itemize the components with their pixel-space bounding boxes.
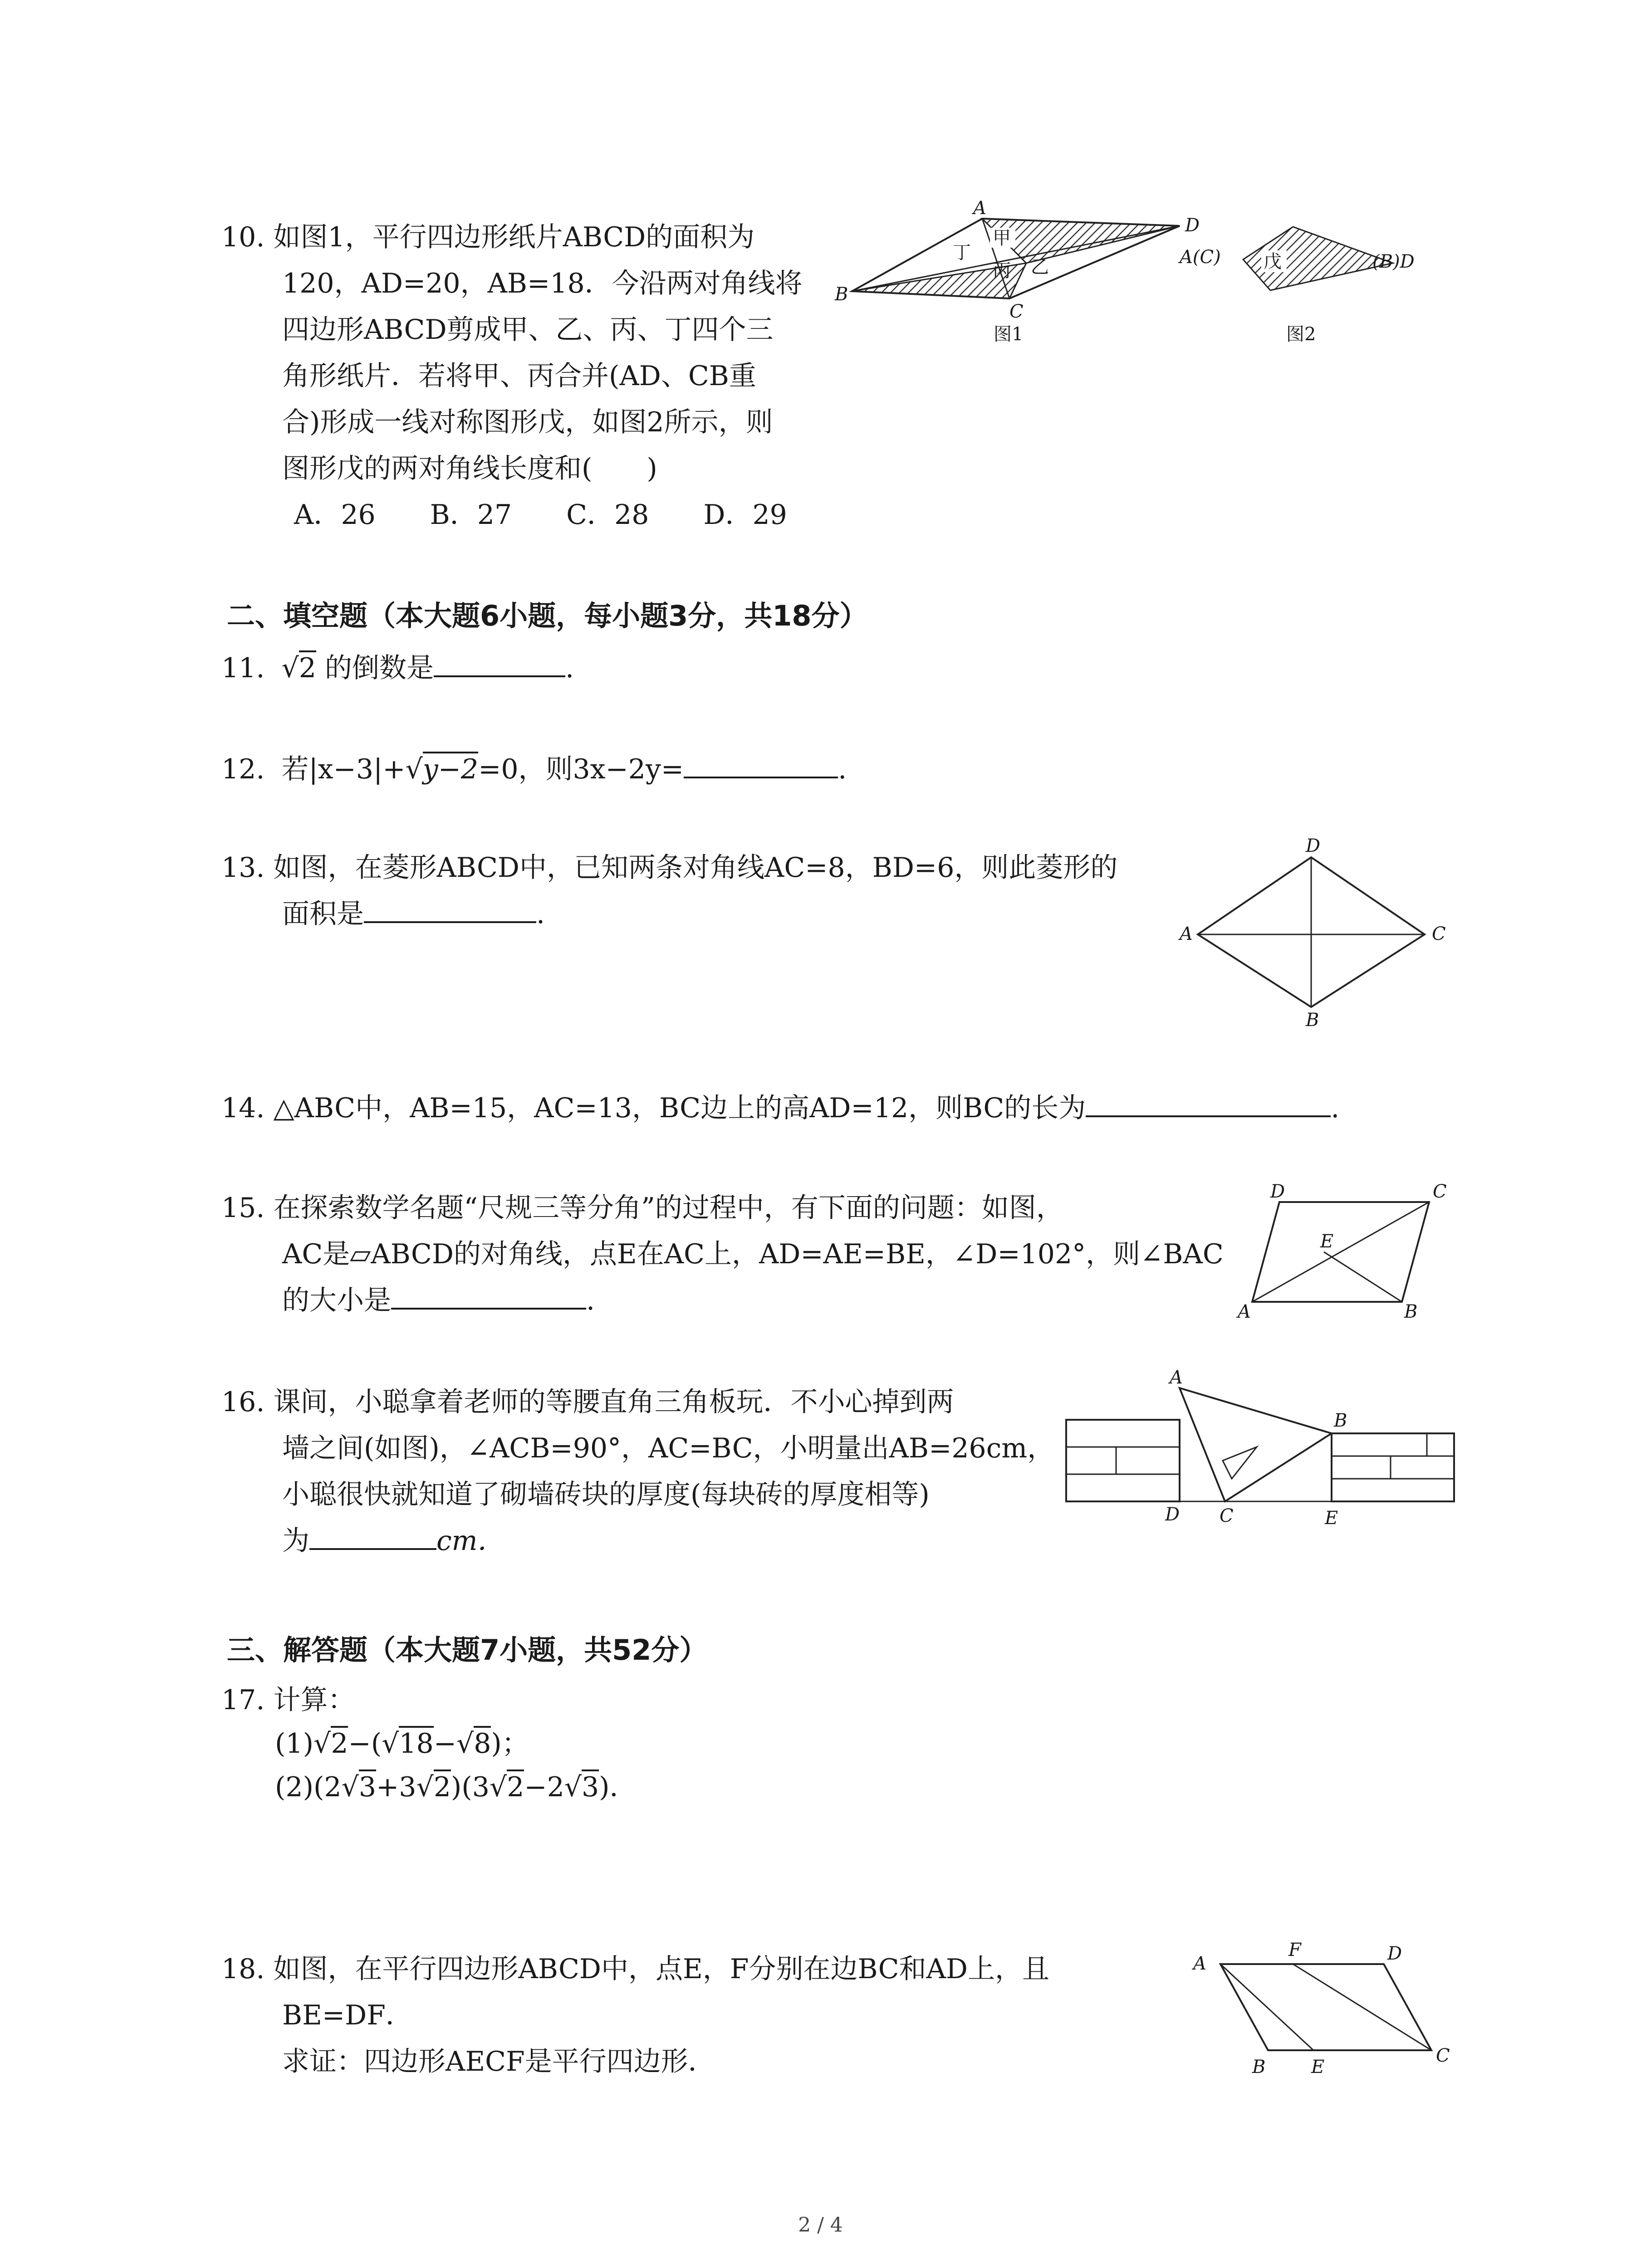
q15-line: 15. 在探索数学名题“尺规三等分角”的过程中，有下面的问题：如图， — [221, 1192, 1063, 1224]
q10-line: 120，AD=20，AB=18．今沿两对角线将 — [282, 268, 803, 299]
q15 — [221, 1185, 1224, 1324]
q17-p2-pre: (2)(2 — [275, 1771, 342, 1803]
q17-part-2 — [221, 1765, 637, 1809]
label-e: E — [1311, 2057, 1325, 2077]
q10-line: 图形戊的两对角线长度和( ) — [282, 453, 657, 484]
answer-blank[interactable] — [434, 649, 565, 677]
label-b: B — [835, 284, 848, 305]
label-b: B — [1334, 1410, 1347, 1431]
q10-line: 四边形ABCD剪成甲、乙、丙、丁四个三 — [282, 314, 774, 346]
q12 — [221, 746, 847, 792]
sqrt-symbol: √ — [456, 1728, 474, 1760]
page-number: 2 / 4 — [798, 2214, 843, 2237]
label-c: C — [1436, 2045, 1450, 2066]
q10-options: A．26 B．27 C．28 D．29 — [294, 499, 787, 531]
q12-radicand: y−2 — [423, 752, 478, 785]
q11-text: 的倒数是 — [325, 652, 434, 684]
label-bing: 丙 — [993, 260, 1011, 281]
sqrt-symbol: √ — [489, 1771, 507, 1803]
q18-line: 18. 如图，在平行四边形ABCD中，点E，F分别在边BC和AD上，且 — [221, 1953, 1050, 1985]
q14-end: . — [1331, 1092, 1340, 1124]
label-c: C — [1220, 1505, 1234, 1526]
sqrt-symbol: √ — [405, 753, 423, 785]
q16 — [221, 1379, 1054, 1564]
q13-area-label: 面积是 — [282, 898, 364, 930]
answer-blank[interactable] — [391, 1281, 586, 1310]
label-b: B — [1404, 1301, 1418, 1322]
q16-wei: 为 — [282, 1525, 309, 1557]
q10-figure-1 — [826, 195, 1200, 349]
label-a: A — [1170, 1367, 1183, 1388]
fig2-caption: 图2 — [1286, 324, 1316, 345]
sqrt-symbol: √ — [314, 1728, 331, 1760]
sqrt-symbol: √ — [341, 1771, 359, 1803]
label-a: A — [973, 198, 986, 219]
q18 — [221, 1946, 1049, 2085]
label-a: A — [1193, 1953, 1206, 1974]
label-ding: 丁 — [953, 242, 971, 263]
q17-p1-mid: −( — [348, 1728, 382, 1760]
q12-end: . — [838, 753, 847, 785]
q12-pre: 若|x−3|+ — [281, 753, 406, 785]
q15-size-label: 的大小是 — [282, 1285, 391, 1316]
q13-figure-rhombus — [1175, 836, 1456, 1031]
label-b: B — [1252, 2057, 1266, 2077]
label-wu: 戊 — [1264, 251, 1282, 272]
fig1-caption: 图1 — [994, 324, 1024, 345]
q18-line: BE=DF． — [282, 1999, 413, 2031]
q13-line-2 — [221, 891, 1117, 937]
label-d: D — [1185, 215, 1200, 236]
label-c: C — [1009, 301, 1024, 322]
q10-line: 角形纸片．若将甲、丙合并(AD、CB重 — [282, 360, 756, 392]
answer-blank[interactable] — [684, 750, 838, 778]
q16-unit: cm． — [436, 1525, 505, 1557]
q10-text — [221, 214, 803, 538]
q12-post: =0，则3x−2y= — [478, 753, 684, 785]
q13 — [221, 845, 1117, 937]
q17-p2-c: −2 — [524, 1771, 564, 1803]
label-d: D — [1270, 1181, 1285, 1202]
q17-p2-r2: 2 — [434, 1769, 451, 1803]
q17-p2-r4: 3 — [582, 1769, 599, 1803]
label-yi: 乙 — [1031, 257, 1049, 278]
q17-p1-r1: 2 — [331, 1726, 348, 1760]
answer-blank[interactable] — [309, 1522, 436, 1550]
q14 — [221, 1085, 1339, 1131]
q10-line: 合)形成一线对称图形戊，如图2所示，则 — [282, 406, 773, 438]
label-c: C — [1432, 924, 1446, 944]
q10-figure-2 — [1171, 213, 1425, 349]
sqrt-symbol: √ — [564, 1771, 582, 1803]
section-3-title: 三、解答题（本大题7小题，共52分） — [227, 1633, 708, 1667]
q17-p1-r3: 8 — [474, 1726, 491, 1760]
q16-line: 小聪很快就知道了砌墙砖块的厚度(每块砖的厚度相等) — [282, 1479, 930, 1510]
q12-number: 12. — [221, 753, 265, 785]
q16-line: 16. 课间，小聪拿着老师的等腰直角三角板玩．不小心掉到两 — [221, 1386, 954, 1418]
label-b-d: (B)D — [1372, 251, 1415, 272]
sqrt-symbol: √ — [416, 1771, 434, 1803]
q17-part-1 — [221, 1722, 637, 1765]
q17-p2-r1: 3 — [359, 1769, 376, 1803]
q14-text: 14. △ABC中，AB=15，AC=13，BC边上的高AD=12，则BC的长为 — [221, 1092, 1086, 1124]
q16-figure-walls — [1062, 1367, 1461, 1533]
q11-number: 11. — [221, 652, 265, 684]
sqrt-symbol: √ — [281, 652, 299, 684]
q16-line: 墙之间(如图)，∠ACB=90°，AC=BC，小明量出AB=26cm， — [282, 1432, 1055, 1464]
label-d: D — [1306, 836, 1321, 856]
label-b: B — [1306, 1010, 1319, 1031]
label-a-c: A(C) — [1180, 247, 1221, 268]
label-e: E — [1320, 1231, 1334, 1252]
q17-p1-pre: (1) — [275, 1728, 314, 1760]
q16-line-4 — [221, 1518, 1054, 1564]
section-2-title: 二、填空题（本大题6小题，每小题3分，共18分） — [227, 599, 868, 632]
q17-line: 17. 计算： — [221, 1684, 355, 1716]
q18-figure-parallelogram — [1180, 1941, 1461, 2077]
label-a: A — [1238, 1301, 1251, 1322]
label-d: D — [1165, 1504, 1180, 1525]
q15-line: AC是▱ABCD的对角线，点E在AC上，AD=AE=BE，∠D=102°，则∠BAC — [282, 1238, 1224, 1270]
sqrt-symbol: √ — [382, 1728, 399, 1760]
q15-line-3 — [221, 1277, 1224, 1324]
q17-p2-b: )(3 — [451, 1771, 490, 1803]
q15-end: . — [586, 1285, 595, 1316]
q11-end: . — [565, 652, 574, 684]
label-f: F — [1288, 1940, 1301, 1960]
q18-line: 求证：四边形AECF是平行四边形． — [282, 2046, 715, 2077]
q17-p2-a: +3 — [376, 1771, 416, 1803]
q15-figure-parallelogram — [1225, 1179, 1461, 1329]
label-c: C — [1433, 1181, 1447, 1202]
q10-line: 10. 如图1，平行四边形纸片ABCD的面积为 — [221, 221, 755, 253]
answer-blank[interactable] — [364, 895, 536, 923]
q17-p1-r2: 18 — [399, 1726, 433, 1760]
q11-radicand: 2 — [299, 650, 316, 684]
q13-end: . — [536, 898, 545, 930]
answer-blank[interactable] — [1086, 1089, 1331, 1117]
label-a: A — [1180, 924, 1193, 944]
label-e: E — [1325, 1508, 1338, 1529]
q17-p2-r3: 2 — [507, 1769, 524, 1803]
q17-p2-post: )． — [599, 1771, 637, 1803]
label-jia: 甲 — [993, 228, 1011, 249]
q17 — [221, 1678, 637, 1809]
q11 — [221, 645, 574, 691]
q13-line: 13. 如图，在菱形ABCD中，已知两条对角线AC=8，BD=6，则此菱形的 — [221, 852, 1118, 884]
label-d: D — [1387, 1943, 1402, 1964]
q17-p1-minus: − — [433, 1728, 456, 1760]
q17-p1-post: )； — [491, 1728, 529, 1760]
